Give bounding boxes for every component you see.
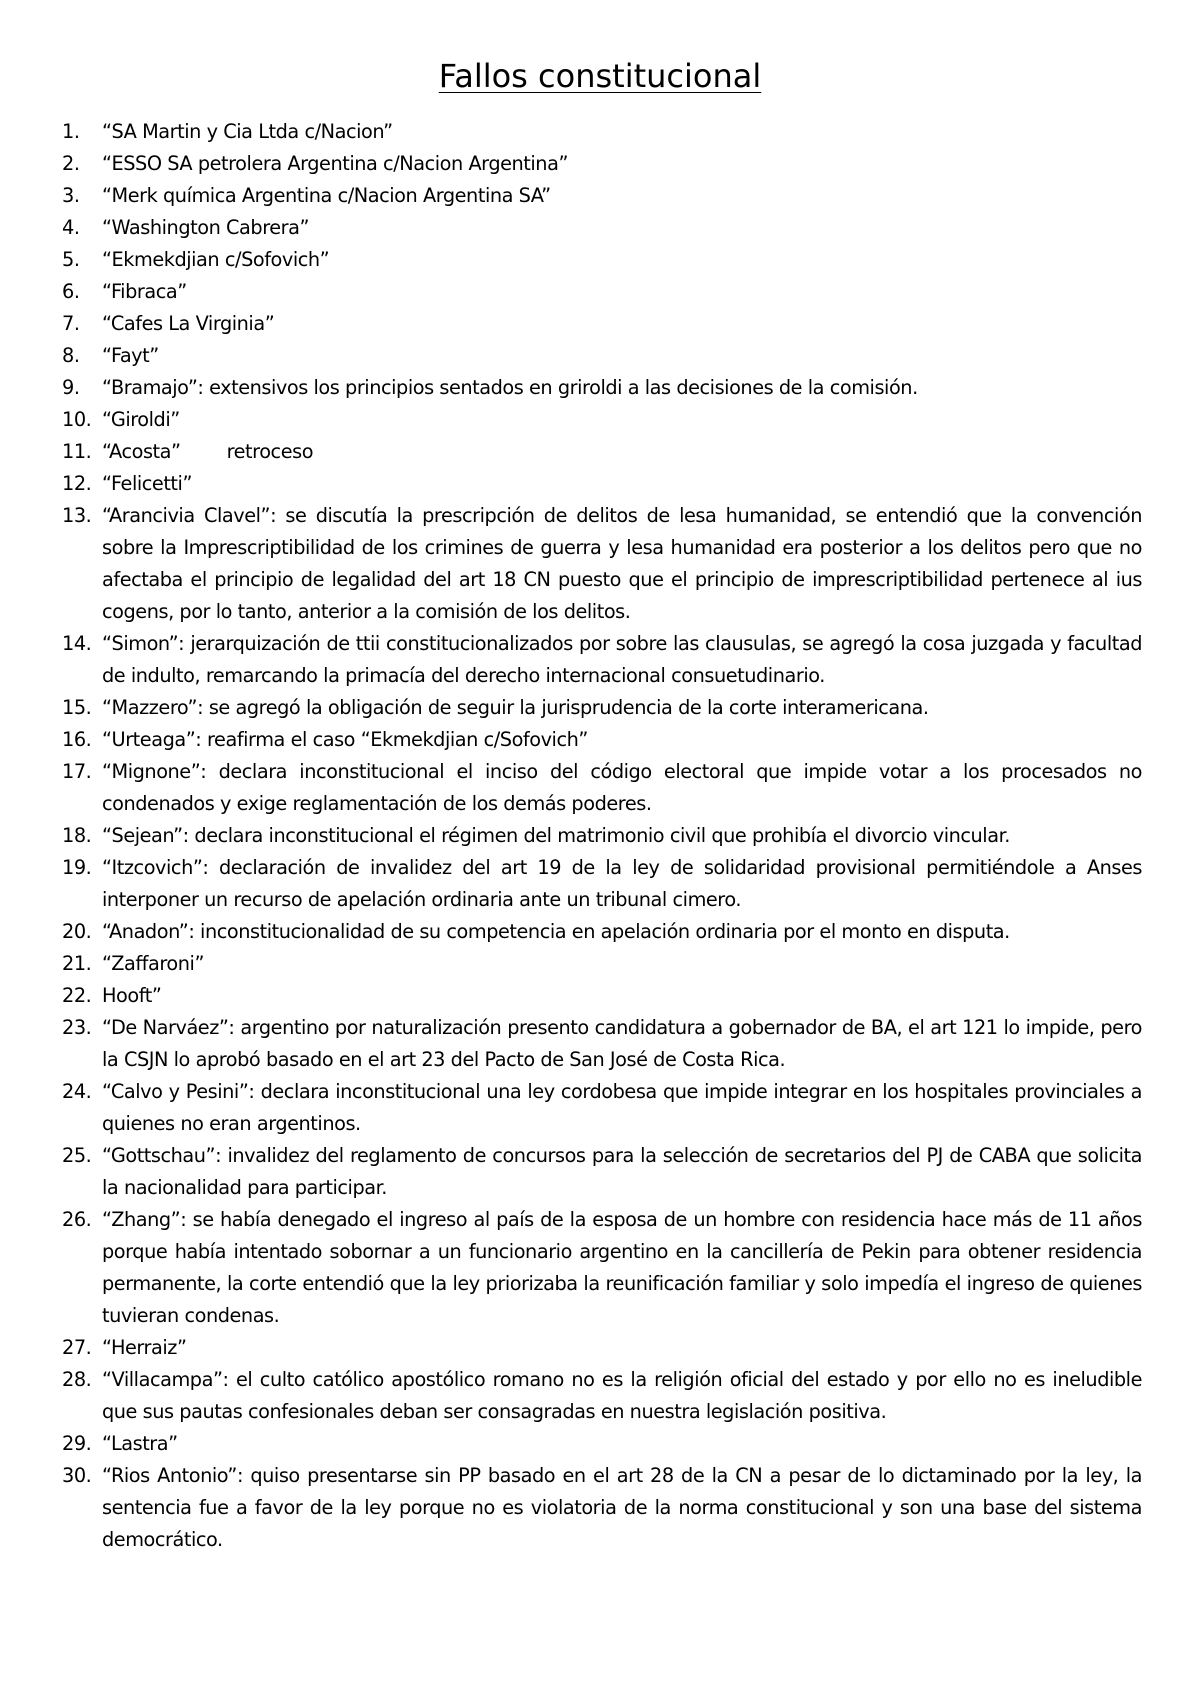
list-item-number: 28.: [62, 1368, 92, 1391]
list-item: [62, 756, 1142, 820]
list-item-number: 30.: [62, 1464, 92, 1487]
list-item-number: 9.: [62, 376, 80, 399]
list-item: [62, 916, 1142, 948]
list-item-number: 25.: [62, 1144, 92, 1167]
list-item-text: “Arancivia Clavel”: se discutía la prescripción de delitos de lesa humanidad, se entendió que la convención sobre la Imprescriptibilidad de los crimines de guerra y lesa humanidad era posterior a los delitos pero que no afectaba el principio de legalidad del art 18 CN puesto que el principio de imprescriptibilidad pertenece al ius cogens, por lo tanto, anterior a la comisión de los delitos.: [102, 504, 1142, 623]
list-item-text: “Urteaga”: reafirma el caso “Ekmekdjian c/Sofovich”: [102, 728, 588, 751]
list-item: [62, 1332, 1142, 1364]
list-item-number: 27.: [62, 1336, 92, 1359]
list-item-number: 3.: [62, 184, 80, 207]
list-item: [62, 692, 1142, 724]
list-item-text: “ESSO SA petrolera Argentina c/Nacion Argentina”: [102, 152, 568, 175]
list-item-text: “Herraiz”: [102, 1336, 187, 1359]
list-item: [62, 500, 1142, 628]
list-item: [62, 724, 1142, 756]
list-item: [62, 468, 1142, 500]
list-item: [62, 1204, 1142, 1332]
list-item: [62, 180, 1142, 212]
list-item-text: “Gottschau”: invalidez del reglamento de concursos para la selección de secretarios del PJ de CABA que solicita la nacionalidad para participar.: [102, 1144, 1142, 1199]
list-item-number: 2.: [62, 152, 80, 175]
list-item-number: 19.: [62, 856, 92, 879]
list-item-number: 22.: [62, 984, 92, 1007]
list-item-number: 29.: [62, 1432, 92, 1455]
list-item-number: 21.: [62, 952, 92, 975]
list-item: [62, 948, 1142, 980]
list-item-number: 24.: [62, 1080, 92, 1103]
list-item: [62, 308, 1142, 340]
list-item: [62, 276, 1142, 308]
list-item: [62, 1076, 1142, 1140]
list-item-text: “Cafes La Virginia”: [102, 312, 275, 335]
list-item: [62, 116, 1142, 148]
list-item: [62, 212, 1142, 244]
list-item: [62, 1428, 1142, 1460]
list-item-text: “Bramajo”: extensivos los principios sentados en griroldi a las decisiones de la comisión.: [102, 376, 918, 399]
list-item: [62, 1140, 1142, 1204]
list-item-number: 17.: [62, 760, 92, 783]
list-item-text: “Giroldi”: [102, 408, 180, 431]
list-item-number: 20.: [62, 920, 92, 943]
list-item-text: “Mazzero”: se agregó la obligación de seguir la jurisprudencia de la corte interamericana.: [102, 696, 929, 719]
list-item-text: “Fayt”: [102, 344, 159, 367]
list-item: [62, 372, 1142, 404]
list-item-text: “Villacampa”: el culto católico apostólico romano no es la religión oficial del estado y por ello no es ineludible que sus pautas confesionales deban ser consagradas en nuestra legislación positiva.: [102, 1368, 1142, 1423]
list-item-number: 15.: [62, 696, 92, 719]
list-item-number: 6.: [62, 280, 80, 303]
list-item-text: “Fibraca”: [102, 280, 187, 303]
list-item-text: “Simon”: jerarquización de ttii constitucionalizados por sobre las clausulas, se agregó la cosa juzgada y facultad de indulto, remarcando la primacía del derecho internacional consuetudinario.: [102, 632, 1142, 687]
list-item-text: “Lastra”: [102, 1432, 178, 1455]
list-item: [62, 244, 1142, 276]
list-item-number: 4.: [62, 216, 80, 239]
list-item-text: “Calvo y Pesini”: declara inconstitucional una ley cordobesa que impide integrar en los hospitales provinciales a quienes no eran argentinos.: [102, 1080, 1142, 1135]
list-item: [62, 1460, 1142, 1556]
list-item-text: Hooft”: [102, 984, 162, 1007]
list-item: [62, 1012, 1142, 1076]
list-item-number: 16.: [62, 728, 92, 751]
list-item-number: 14.: [62, 632, 92, 655]
list-item-text: “Anadon”: inconstitucionalidad de su competencia en apelación ordinaria por el monto en disputa.: [102, 920, 1010, 943]
list-item-text: “Zhang”: se había denegado el ingreso al país de la esposa de un hombre con residencia hace más de 11 años porque había intentado sobornar a un funcionario argentino en la cancillería de Pekin para obtener residencia permanente, la corte entendió que la ley priorizaba la reunificación familiar y solo impedía el ingreso de quienes tuvieran condenas.: [102, 1208, 1142, 1327]
list-item: [62, 820, 1142, 852]
list-item-number: 10.: [62, 408, 92, 431]
list-item-number: 18.: [62, 824, 92, 847]
list-item-text: “Rios Antonio”: quiso presentarse sin PP basado en el art 28 de la CN a pesar de lo dictaminado por la ley, la sentencia fue a favor de la ley porque no es violatoria de la norma constitucional y son una base del sistema democrático.: [102, 1464, 1142, 1551]
list-item: [62, 628, 1142, 692]
list-item-text: “Felicetti”: [102, 472, 192, 495]
list-item: [62, 980, 1142, 1012]
list-item-number: 8.: [62, 344, 80, 367]
list-item-text: “Ekmekdjian c/Sofovich”: [102, 248, 330, 271]
list-item-number: 11.: [62, 440, 92, 463]
list-item: [62, 148, 1142, 180]
list-item-number: 5.: [62, 248, 80, 271]
list-item: [62, 436, 1142, 468]
list-item-note: retroceso: [226, 440, 314, 463]
list-item-number: 1.: [62, 120, 80, 143]
list-item-text: “Mignone”: declara inconstitucional el inciso del código electoral que impide votar a los procesados no condenados y exige reglamentación de los demás poderes.: [102, 760, 1142, 815]
list-item-text: “Itzcovich”: declaración de invalidez del art 19 de la ley de solidaridad provisional permitiéndole a Anses interponer un recurso de apelación ordinaria ante un tribunal cimero.: [102, 856, 1142, 911]
list-item: [62, 340, 1142, 372]
list-item-text: “Sejean”: declara inconstitucional el régimen del matrimonio civil que prohibía el divorcio vincular.: [102, 824, 1010, 847]
list-item: [62, 1364, 1142, 1428]
list-item-number: 13.: [62, 504, 92, 527]
list-item-text: “Merk química Argentina c/Nacion Argentina SA”: [102, 184, 551, 207]
list-item-number: 12.: [62, 472, 92, 495]
list-item-number: 7.: [62, 312, 80, 335]
list-item-text: “Acosta”: [102, 440, 181, 463]
list-item-text: “Washington Cabrera”: [102, 216, 310, 239]
list-item-text: “De Narváez”: argentino por naturalización presento candidatura a gobernador de BA, el art 121 lo impide, pero la CSJN lo aprobó basado en el art 23 del Pacto de San José de Costa Rica.: [102, 1016, 1142, 1071]
list-item: [62, 852, 1142, 916]
list-item: [62, 404, 1142, 436]
list-item-number: 26.: [62, 1208, 92, 1231]
list-item-number: 23.: [62, 1016, 92, 1039]
list-item-text: “SA Martin y Cia Ltda c/Nacion”: [102, 120, 393, 143]
case-list: [62, 116, 1142, 1556]
page-title: Fallos constitucional: [438, 57, 762, 95]
list-item-text: “Zaffaroni”: [102, 952, 204, 975]
